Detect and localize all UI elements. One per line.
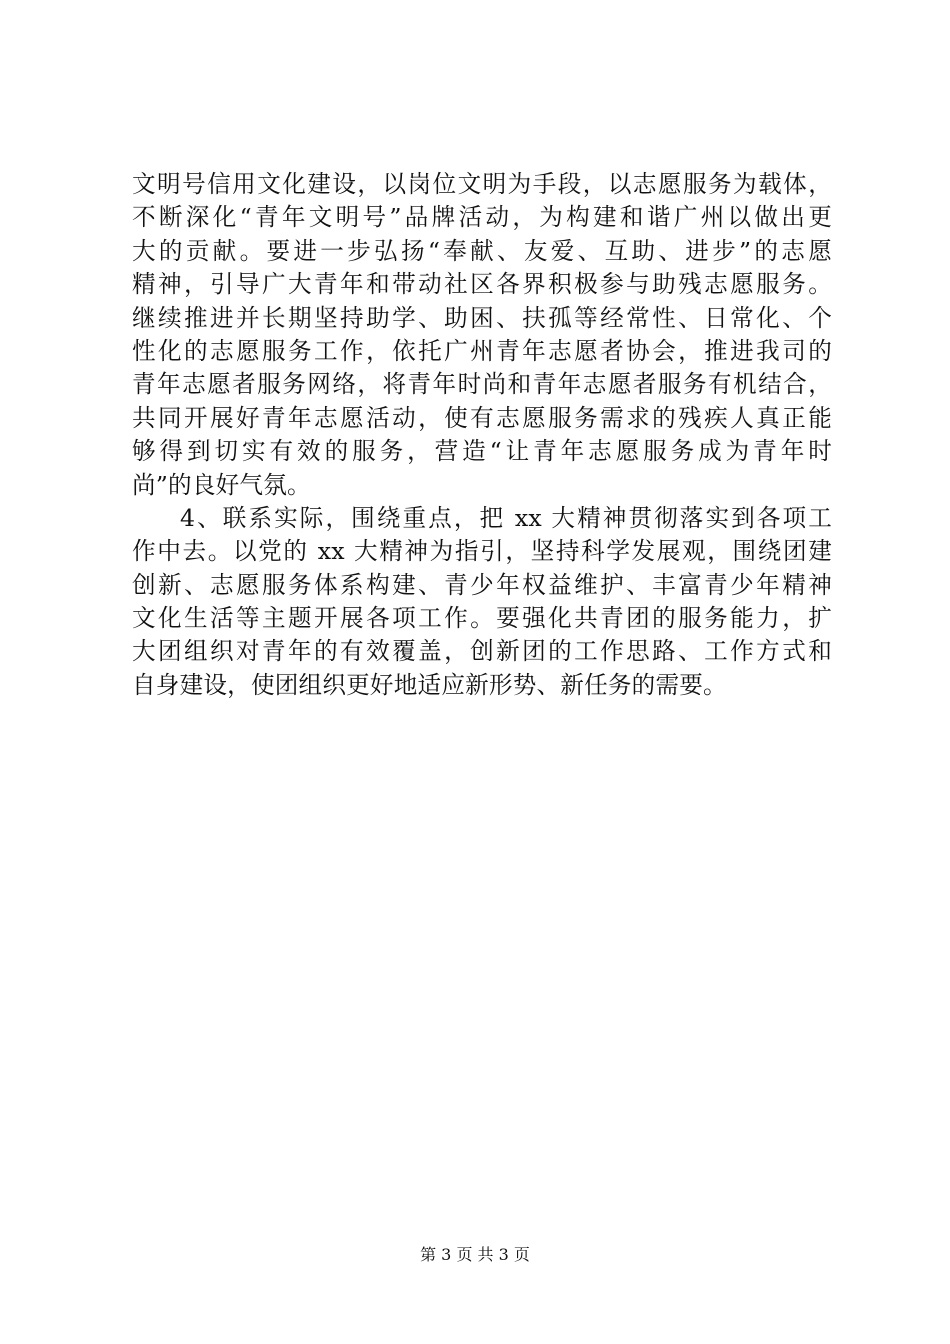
paragraph-item-4 — [132, 502, 832, 702]
page-footer — [0, 1244, 950, 1266]
text-line: 尚”的良好气氛。 — [132, 470, 311, 499]
text-line: 大的贡献。要进一步弘扬“奉献、友爱、互助、进步”的志愿 — [132, 236, 832, 265]
paragraph-volunteer-service — [132, 168, 832, 502]
text-line: 够得到切实有效的服务，营造“让青年志愿服务成为青年时 — [132, 437, 832, 466]
text-line: 大团组织对青年的有效覆盖，创新团的工作思路、工作方式和 — [132, 637, 832, 666]
text-line: 文化生活等主题开展各项工作。要强化共青团的服务能力，扩 — [132, 604, 832, 633]
text-line: 文明号信用文化建设，以岗位文明为手段，以志愿服务为载体， — [132, 170, 832, 198]
text-line: 创新、志愿服务体系构建、青少年权益维护、丰富青少年精神 — [132, 570, 832, 599]
text-line: 性化的志愿服务工作，依托广州青年志愿者协会，推进我司的 — [132, 336, 832, 365]
text-line: 自身建设，使团组织更好地适应新形势、新任务的需要。 — [132, 670, 727, 699]
text-line: 精神，引导广大青年和带动社区各界积极参与助残志愿服务。 — [132, 270, 832, 299]
body-text — [132, 168, 832, 702]
text-line: 青年志愿者服务网络，将青年时尚和青年志愿者服务有机结合， — [132, 370, 832, 399]
text-line: 继续推进并长期坚持助学、助困、扶孤等经常性、日常化、个 — [132, 303, 832, 332]
page-number-label: 第 3 页 共 3 页 — [420, 1245, 530, 1264]
text-line: 作中去。以党的 xx 大精神为指引，坚持科学发展观，围绕团建 — [132, 537, 832, 566]
text-line: 共同开展好青年志愿活动，使有志愿服务需求的残疾人真正能 — [132, 403, 832, 432]
text-line: 不断深化“青年文明号”品牌活动，为构建和谐广州以做出更 — [132, 203, 832, 232]
text-line: 4、联系实际，围绕重点，把 xx 大精神贯彻落实到各项工 — [180, 503, 832, 532]
